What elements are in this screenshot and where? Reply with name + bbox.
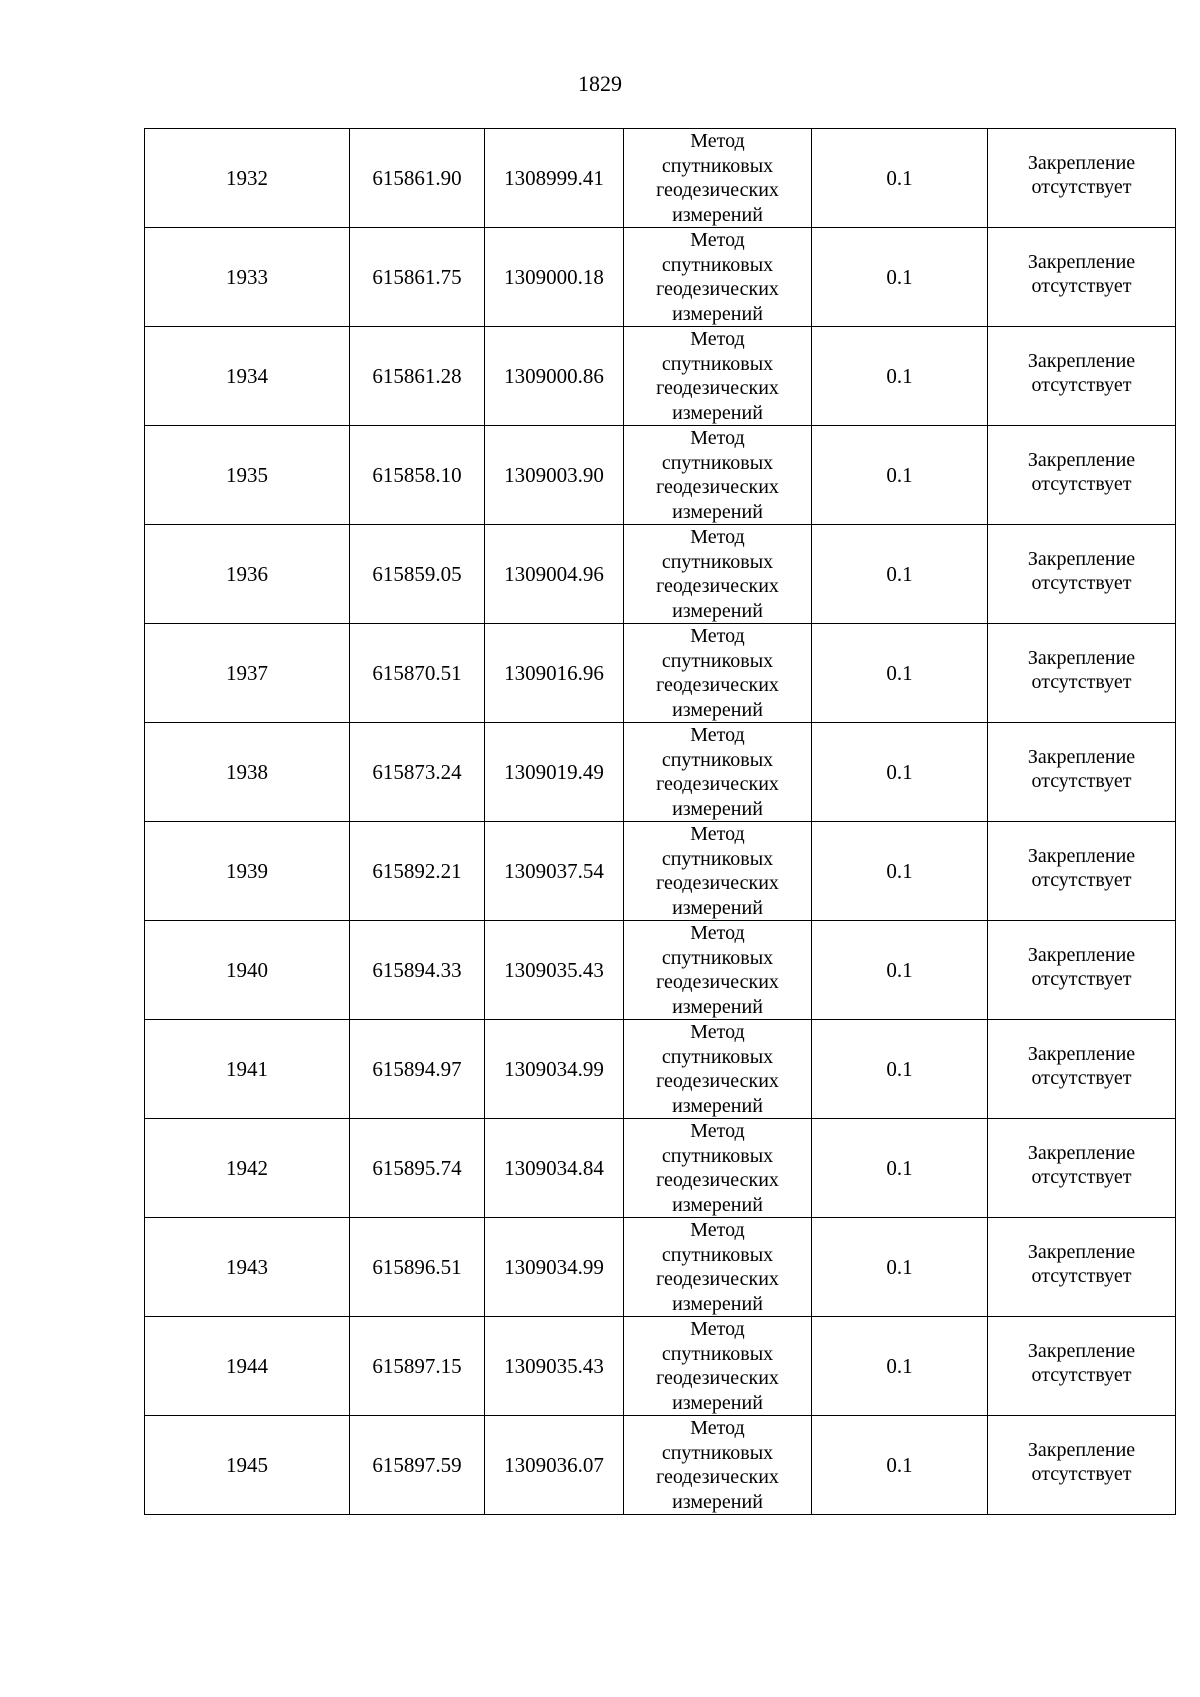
- point-number-cell: 1938: [145, 723, 350, 822]
- fixing-line: отсутствует: [1031, 275, 1132, 297]
- method-line: измерений: [672, 1292, 763, 1315]
- method-cell: [624, 129, 812, 228]
- point-number-cell: 1940: [145, 921, 350, 1020]
- point-number-cell: 1934: [145, 327, 350, 426]
- fixing-cell: [988, 228, 1176, 327]
- y-coordinate-cell: 1309034.99: [485, 1218, 624, 1317]
- method-cell: [624, 921, 812, 1020]
- table-row: [145, 426, 1176, 525]
- y-coordinate-cell: 1309000.86: [485, 327, 624, 426]
- fixing-cell: [988, 1416, 1176, 1515]
- fixing-line: Закрепление: [1027, 844, 1136, 867]
- method-line: Метод: [690, 625, 745, 647]
- fixing-cell: [988, 426, 1176, 525]
- method-line: спутниковых: [661, 451, 774, 474]
- method-line: Метод: [690, 526, 745, 548]
- method-line: спутниковых: [661, 649, 774, 672]
- page-number: 1829: [578, 71, 622, 96]
- fixing-line: отсутствует: [1031, 1265, 1132, 1287]
- y-coordinate-cell: 1309000.18: [485, 228, 624, 327]
- fixing-line: отсутствует: [1031, 374, 1132, 396]
- fixing-line: отсутствует: [1031, 770, 1132, 792]
- table-row: [145, 921, 1176, 1020]
- accuracy-cell: 0.1: [812, 624, 988, 723]
- table-row: [145, 822, 1176, 921]
- method-line: геодезических: [656, 575, 779, 597]
- method-line: геодезических: [656, 872, 779, 894]
- method-line: геодезических: [656, 179, 779, 201]
- method-line: геодезических: [656, 971, 779, 993]
- method-cell: [624, 723, 812, 822]
- method-line: геодезических: [656, 476, 779, 498]
- fixing-cell: [988, 129, 1176, 228]
- method-cell: [624, 228, 812, 327]
- x-coordinate-cell: 615894.33: [350, 921, 485, 1020]
- method-line: геодезических: [656, 1070, 779, 1092]
- x-coordinate-cell: 615894.97: [350, 1020, 485, 1119]
- y-coordinate-cell: 1309003.90: [485, 426, 624, 525]
- method-line: измерений: [672, 500, 763, 523]
- table-row: [145, 327, 1176, 426]
- fixing-cell: [988, 921, 1176, 1020]
- point-number-cell: 1939: [145, 822, 350, 921]
- table-row: [145, 228, 1176, 327]
- fixing-line: отсутствует: [1031, 671, 1132, 693]
- method-cell: [624, 1416, 812, 1515]
- point-number-cell: 1941: [145, 1020, 350, 1119]
- method-line: спутниковых: [661, 253, 774, 276]
- y-coordinate-cell: 1309035.43: [485, 921, 624, 1020]
- fixing-cell: [988, 525, 1176, 624]
- fixing-cell: [988, 624, 1176, 723]
- fixing-line: отсутствует: [1031, 473, 1132, 495]
- method-line: геодезических: [656, 1268, 779, 1290]
- x-coordinate-cell: 615870.51: [350, 624, 485, 723]
- method-line: Метод: [690, 922, 745, 944]
- method-line: Метод: [690, 1120, 745, 1142]
- fixing-line: отсутствует: [1031, 572, 1132, 594]
- point-number-cell: 1932: [145, 129, 350, 228]
- fixing-cell: [988, 723, 1176, 822]
- fixing-line: Закрепление: [1027, 1042, 1136, 1065]
- fixing-line: Закрепление: [1027, 646, 1136, 669]
- method-line: геодезических: [656, 674, 779, 696]
- accuracy-cell: 0.1: [812, 426, 988, 525]
- method-cell: [624, 327, 812, 426]
- x-coordinate-cell: 615897.59: [350, 1416, 485, 1515]
- method-line: измерений: [672, 896, 763, 919]
- method-line: спутниковых: [661, 1342, 774, 1365]
- accuracy-cell: 0.1: [812, 228, 988, 327]
- accuracy-cell: 0.1: [812, 1416, 988, 1515]
- method-cell: [624, 1020, 812, 1119]
- coordinates-table: [144, 128, 1176, 1515]
- method-line: измерений: [672, 995, 763, 1018]
- table-row: [145, 525, 1176, 624]
- fixing-line: отсутствует: [1031, 1067, 1132, 1089]
- method-line: спутниковых: [661, 154, 774, 177]
- method-line: измерений: [672, 1490, 763, 1513]
- y-coordinate-cell: 1309034.84: [485, 1119, 624, 1218]
- fixing-line: Закрепление: [1027, 745, 1136, 768]
- method-line: измерений: [672, 1391, 763, 1414]
- fixing-line: отсутствует: [1031, 869, 1132, 891]
- table-body: [145, 129, 1176, 1515]
- x-coordinate-cell: 615892.21: [350, 822, 485, 921]
- method-line: Метод: [690, 1318, 745, 1340]
- method-line: Метод: [690, 1219, 745, 1241]
- fixing-line: отсутствует: [1031, 176, 1132, 198]
- method-line: Метод: [690, 1021, 745, 1043]
- y-coordinate-cell: 1309036.07: [485, 1416, 624, 1515]
- table-row: [145, 624, 1176, 723]
- fixing-line: Закрепление: [1027, 547, 1136, 570]
- method-line: Метод: [690, 229, 745, 251]
- accuracy-cell: 0.1: [812, 1218, 988, 1317]
- y-coordinate-cell: 1309004.96: [485, 525, 624, 624]
- fixing-line: Закрепление: [1027, 943, 1136, 966]
- method-line: измерений: [672, 1193, 763, 1216]
- fixing-cell: [988, 1317, 1176, 1416]
- method-line: Метод: [690, 328, 745, 350]
- method-line: геодезических: [656, 278, 779, 300]
- y-coordinate-cell: 1309016.96: [485, 624, 624, 723]
- method-line: спутниковых: [661, 748, 774, 771]
- accuracy-cell: 0.1: [812, 1020, 988, 1119]
- fixing-line: отсутствует: [1031, 968, 1132, 990]
- accuracy-cell: 0.1: [812, 525, 988, 624]
- y-coordinate-cell: 1309037.54: [485, 822, 624, 921]
- point-number-cell: 1936: [145, 525, 350, 624]
- fixing-line: Закрепление: [1027, 349, 1136, 372]
- table-row: [145, 723, 1176, 822]
- method-line: спутниковых: [661, 1441, 774, 1464]
- method-cell: [624, 822, 812, 921]
- point-number-cell: 1945: [145, 1416, 350, 1515]
- x-coordinate-cell: 615861.75: [350, 228, 485, 327]
- x-coordinate-cell: 615896.51: [350, 1218, 485, 1317]
- point-number-cell: 1944: [145, 1317, 350, 1416]
- accuracy-cell: 0.1: [812, 921, 988, 1020]
- method-cell: [624, 1317, 812, 1416]
- method-line: спутниковых: [661, 847, 774, 870]
- table-row: [145, 1416, 1176, 1515]
- method-line: геодезических: [656, 1169, 779, 1191]
- method-cell: [624, 624, 812, 723]
- accuracy-cell: 0.1: [812, 723, 988, 822]
- method-line: спутниковых: [661, 1045, 774, 1068]
- method-line: измерений: [672, 401, 763, 424]
- x-coordinate-cell: 615858.10: [350, 426, 485, 525]
- x-coordinate-cell: 615897.15: [350, 1317, 485, 1416]
- fixing-line: Закрепление: [1027, 1141, 1136, 1164]
- method-line: Метод: [690, 427, 745, 449]
- method-line: спутниковых: [661, 946, 774, 969]
- method-cell: [624, 525, 812, 624]
- fixing-line: Закрепление: [1027, 1438, 1136, 1461]
- accuracy-cell: 0.1: [812, 822, 988, 921]
- fixing-line: Закрепление: [1027, 1240, 1136, 1263]
- method-line: измерений: [672, 599, 763, 622]
- accuracy-cell: 0.1: [812, 1119, 988, 1218]
- method-line: Метод: [690, 724, 745, 746]
- table-row: [145, 1020, 1176, 1119]
- accuracy-cell: 0.1: [812, 1317, 988, 1416]
- fixing-line: отсутствует: [1031, 1364, 1132, 1386]
- method-line: спутниковых: [661, 550, 774, 573]
- method-line: Метод: [690, 130, 745, 152]
- method-cell: [624, 1119, 812, 1218]
- point-number-cell: 1937: [145, 624, 350, 723]
- method-line: геодезических: [656, 1367, 779, 1389]
- fixing-cell: [988, 1218, 1176, 1317]
- method-line: спутниковых: [661, 352, 774, 375]
- point-number-cell: 1943: [145, 1218, 350, 1317]
- accuracy-cell: 0.1: [812, 129, 988, 228]
- fixing-line: Закрепление: [1027, 448, 1136, 471]
- fixing-cell: [988, 1119, 1176, 1218]
- method-line: измерений: [672, 1094, 763, 1117]
- fixing-cell: [988, 822, 1176, 921]
- method-line: спутниковых: [661, 1144, 774, 1167]
- method-line: измерений: [672, 797, 763, 820]
- table-row: [145, 1218, 1176, 1317]
- point-number-cell: 1942: [145, 1119, 350, 1218]
- method-line: геодезических: [656, 773, 779, 795]
- method-line: геодезических: [656, 377, 779, 399]
- x-coordinate-cell: 615859.05: [350, 525, 485, 624]
- y-coordinate-cell: 1309035.43: [485, 1317, 624, 1416]
- method-line: Метод: [690, 823, 745, 845]
- x-coordinate-cell: 615873.24: [350, 723, 485, 822]
- accuracy-cell: 0.1: [812, 327, 988, 426]
- table-row: [145, 1317, 1176, 1416]
- method-cell: [624, 1218, 812, 1317]
- x-coordinate-cell: 615861.28: [350, 327, 485, 426]
- method-line: измерений: [672, 302, 763, 325]
- point-number-cell: 1935: [145, 426, 350, 525]
- fixing-line: Закрепление: [1027, 1339, 1136, 1362]
- method-line: Метод: [690, 1417, 745, 1439]
- method-line: измерений: [672, 698, 763, 721]
- table-row: [145, 129, 1176, 228]
- y-coordinate-cell: 1308999.41: [485, 129, 624, 228]
- fixing-line: отсутствует: [1031, 1463, 1132, 1485]
- y-coordinate-cell: 1309034.99: [485, 1020, 624, 1119]
- method-line: геодезических: [656, 1466, 779, 1488]
- fixing-cell: [988, 327, 1176, 426]
- fixing-line: Закрепление: [1027, 151, 1136, 174]
- x-coordinate-cell: 615895.74: [350, 1119, 485, 1218]
- y-coordinate-cell: 1309019.49: [485, 723, 624, 822]
- table-row: [145, 1119, 1176, 1218]
- method-line: измерений: [672, 203, 763, 226]
- fixing-cell: [988, 1020, 1176, 1119]
- method-cell: [624, 426, 812, 525]
- point-number-cell: 1933: [145, 228, 350, 327]
- x-coordinate-cell: 615861.90: [350, 129, 485, 228]
- fixing-line: отсутствует: [1031, 1166, 1132, 1188]
- method-line: спутниковых: [661, 1243, 774, 1266]
- fixing-line: Закрепление: [1027, 250, 1136, 273]
